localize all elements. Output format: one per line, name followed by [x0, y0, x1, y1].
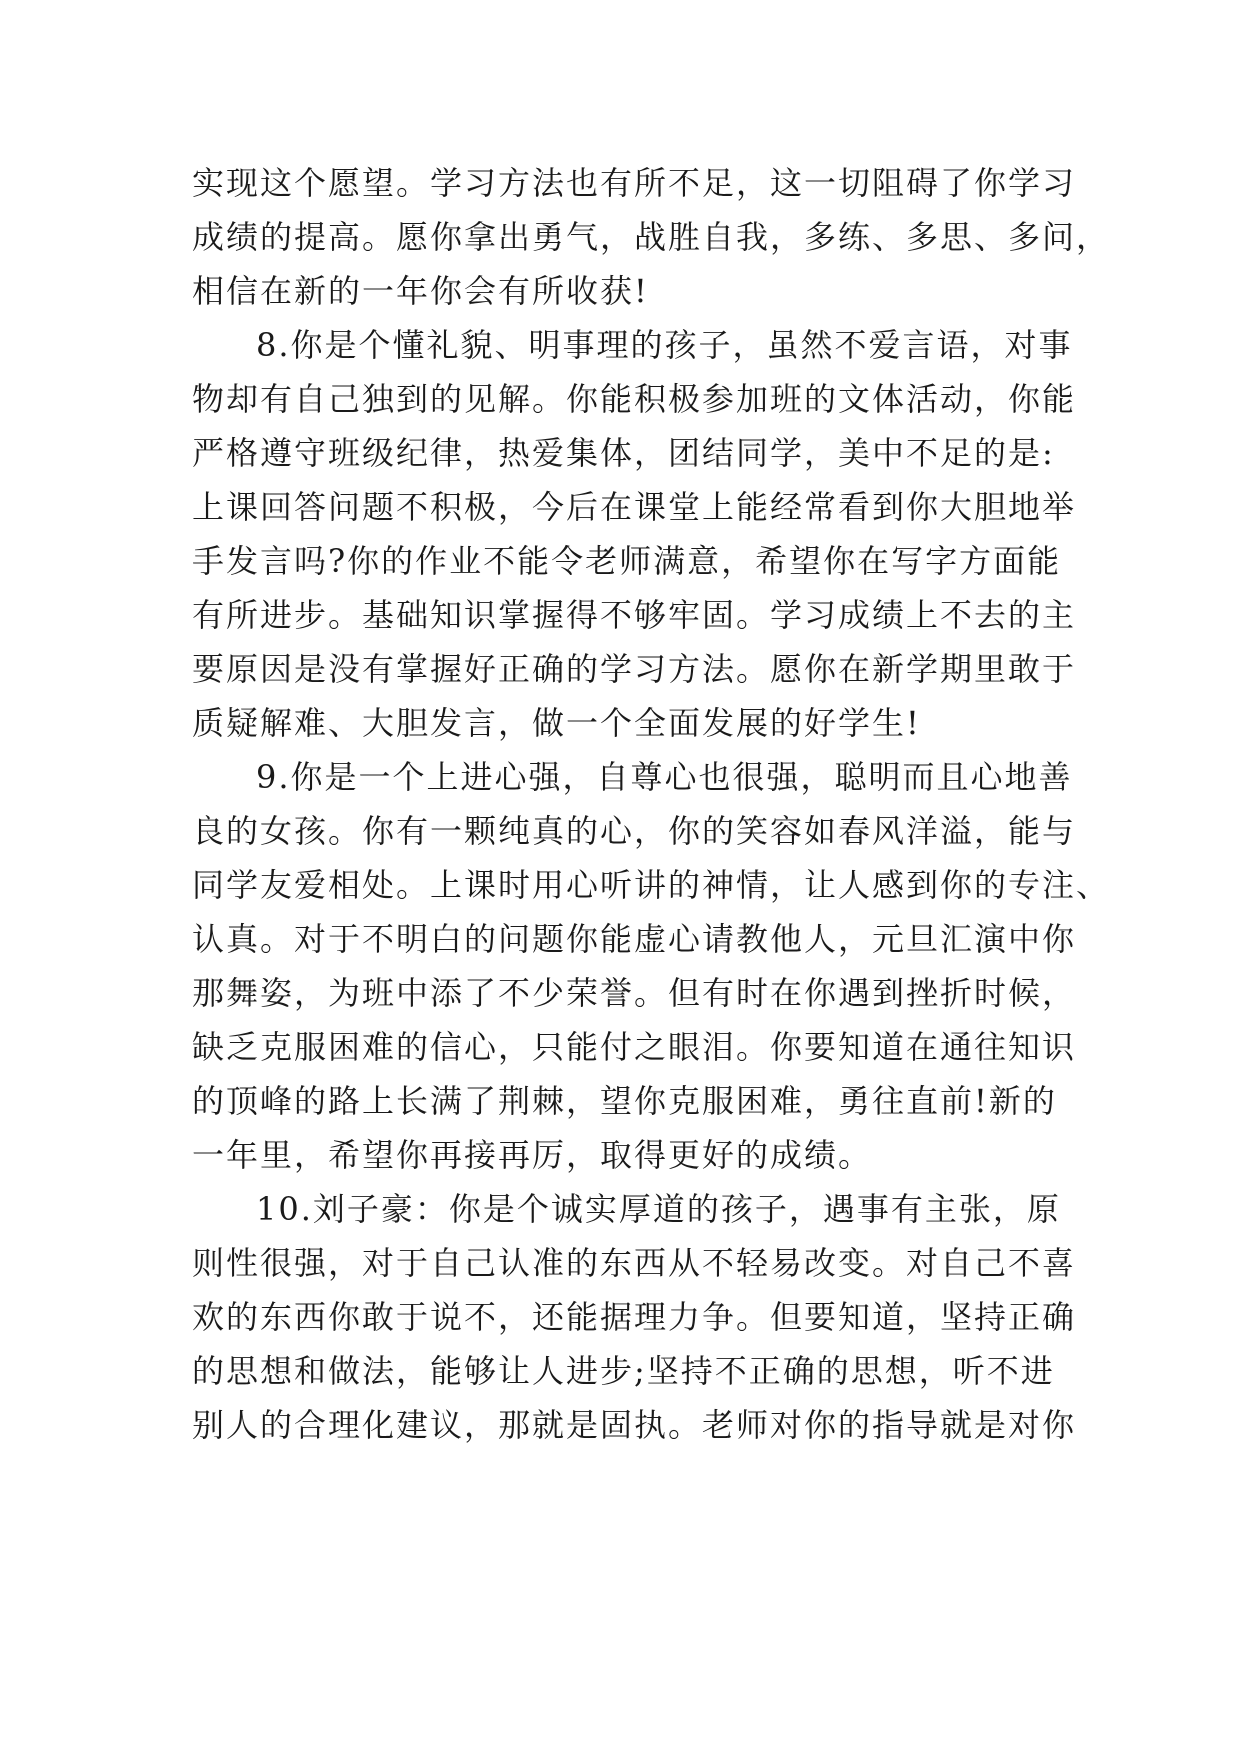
- text-line: 的思想和做法，能够让人进步;坚持不正确的思想，听不进: [192, 1352, 1055, 1390]
- text-line: 实现这个愿望。学习方法也有所不足，这一切阻碍了你学习: [192, 164, 1077, 202]
- text-line: 相信在新的一年你会有所收获!: [192, 272, 649, 310]
- text-line: 欢的东西你敢于说不，还能据理力争。但要知道，坚持正确: [192, 1298, 1077, 1336]
- text-line: 缺乏克服困难的信心，只能付之眼泪。你要知道在通往知识: [192, 1028, 1077, 1066]
- text-line: 要原因是没有掌握好正确的学习方法。愿你在新学期里敢于: [192, 650, 1077, 688]
- text-line: 上课回答问题不积极，今后在课堂上能经常看到你大胆地举: [192, 488, 1077, 526]
- text-line: 物却有自己独到的见解。你能积极参加班的文体活动，你能: [192, 380, 1077, 418]
- text-line: 同学友爱相处。上课时用心听讲的神情，让人感到你的专注、: [192, 866, 1111, 904]
- text-line: 10.刘子豪：你是个诚实厚道的孩子，遇事有主张，原: [256, 1190, 1061, 1228]
- text-line: 良的女孩。你有一颗纯真的心，你的笑容如春风洋溢，能与: [192, 812, 1077, 850]
- paragraph-8: [192, 318, 1077, 750]
- text-line: 有所进步。基础知识掌握得不够牢固。学习成绩上不去的主: [192, 596, 1077, 634]
- text-line: 手发言吗?你的作业不能令老师满意，希望你在写字方面能: [192, 542, 1062, 580]
- paragraph-7-tail: [192, 156, 1111, 318]
- text-line: 严格遵守班级纪律，热爱集体，团结同学，美中不足的是:: [192, 434, 1055, 472]
- document-body: [192, 156, 1111, 1452]
- text-line: 认真。对于不明白的问题你能虚心请教他人，元旦汇演中你: [192, 920, 1077, 958]
- paragraph-10: [192, 1182, 1077, 1452]
- text-line: 9.你是一个上进心强，自尊心也很强，聪明而且心地善: [256, 758, 1073, 796]
- text-line: 成绩的提高。愿你拿出勇气，战胜自我，多练、多思、多问，: [192, 218, 1111, 256]
- text-line: 别人的合理化建议，那就是固执。老师对你的指导就是对你: [192, 1406, 1077, 1444]
- paragraph-9: [192, 750, 1111, 1182]
- text-line: 那舞姿，为班中添了不少荣誉。但有时在你遇到挫折时候，: [192, 974, 1077, 1012]
- text-line: 则性很强，对于自己认准的东西从不轻易改变。对自己不喜: [192, 1244, 1077, 1282]
- text-line: 质疑解难、大胆发言，做一个全面发展的好学生!: [192, 704, 921, 742]
- text-line: 的顶峰的路上长满了荆棘，望你克服困难，勇往直前!新的: [192, 1082, 1057, 1120]
- text-line: 8.你是个懂礼貌、明事理的孩子，虽然不爱言语，对事: [256, 326, 1073, 364]
- text-line: 一年里，希望你再接再厉，取得更好的成绩。: [192, 1136, 873, 1174]
